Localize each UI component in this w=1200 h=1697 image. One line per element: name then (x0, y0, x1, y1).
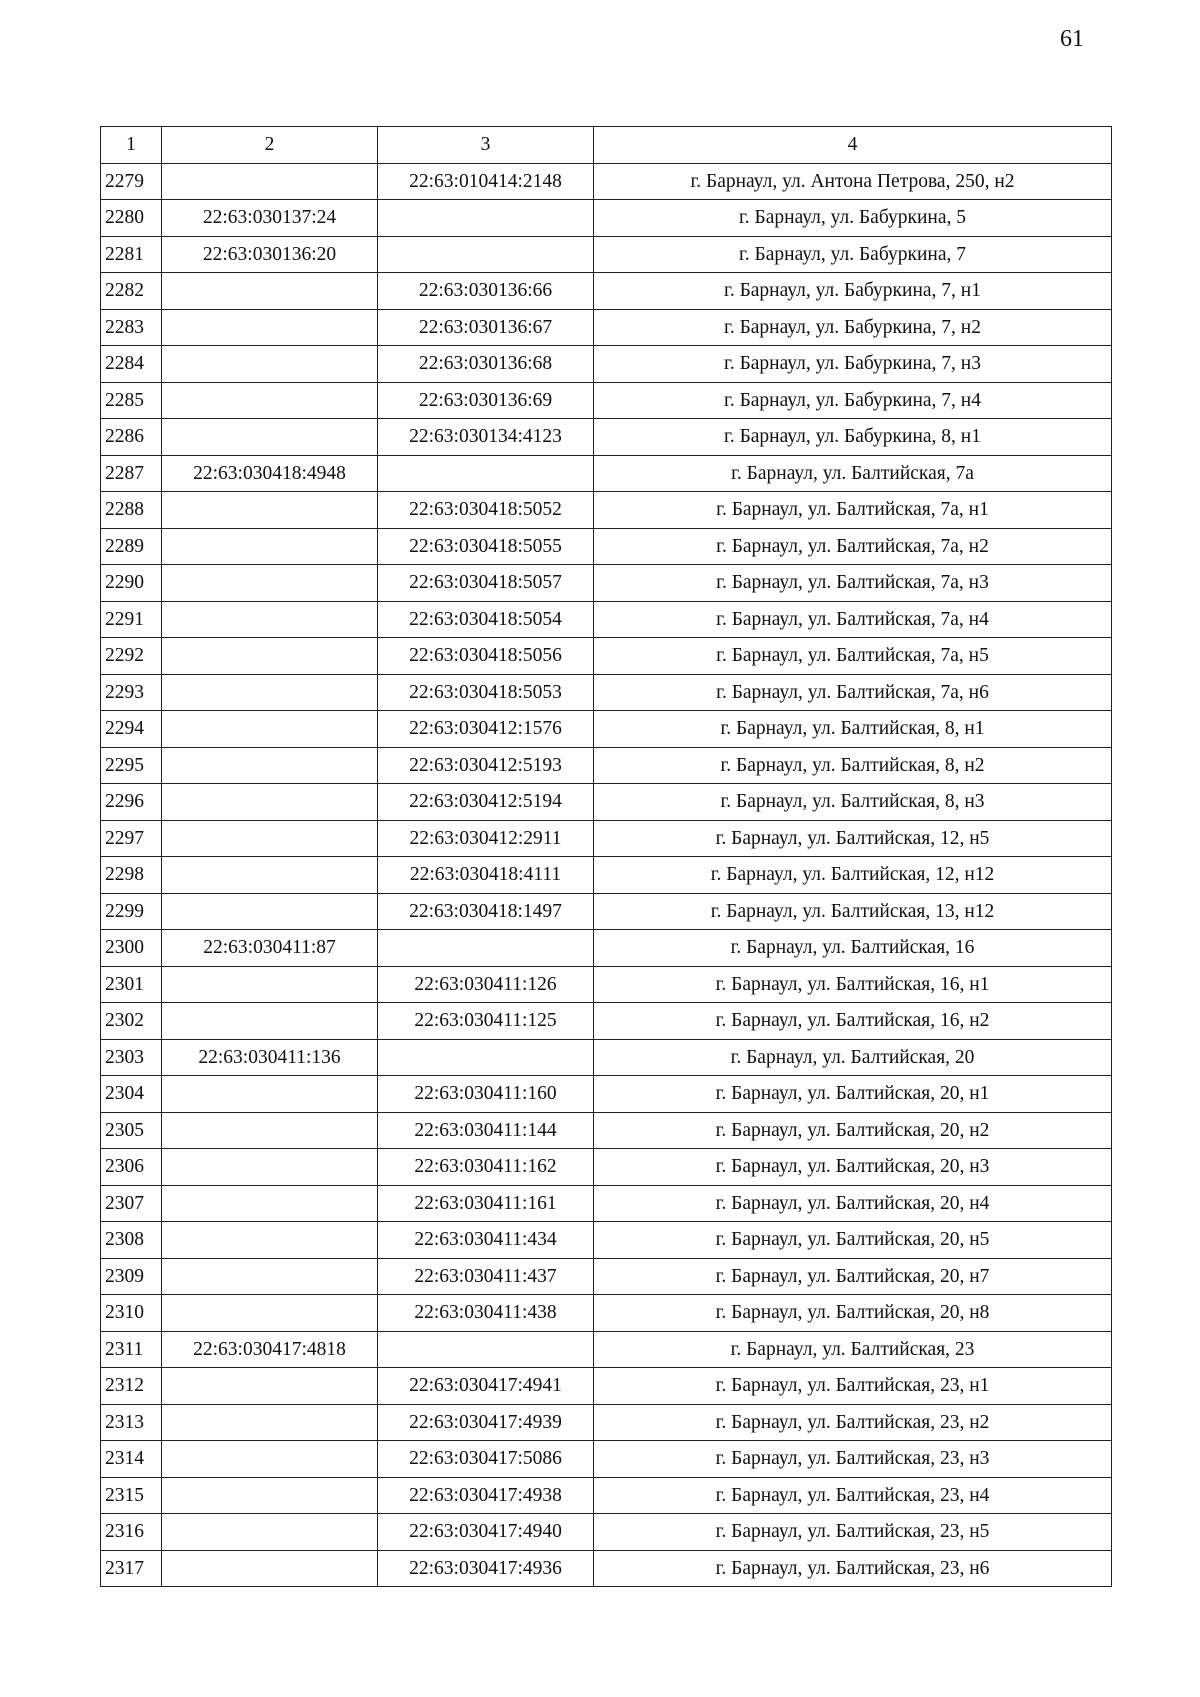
row-number-cell: 2279 (101, 163, 162, 200)
parcel-cadastral-number-cell (162, 857, 378, 894)
row-number-cell: 2283 (101, 309, 162, 346)
table-row (101, 1477, 1112, 1514)
table-row (101, 711, 1112, 748)
table-header-row (101, 127, 1112, 164)
table-row (101, 455, 1112, 492)
parcel-cadastral-number-cell (162, 1076, 378, 1113)
parcel-cadastral-number-cell (162, 1003, 378, 1040)
row-number-cell: 2299 (101, 893, 162, 930)
premises-cadastral-number-cell: 22:63:030136:68 (378, 346, 594, 383)
premises-cadastral-number-cell: 22:63:030418:5055 (378, 528, 594, 565)
table-row (101, 1039, 1112, 1076)
row-number-cell: 2284 (101, 346, 162, 383)
row-number-cell: 2298 (101, 857, 162, 894)
parcel-cadastral-number-cell: 22:63:030137:24 (162, 200, 378, 237)
row-number-cell: 2301 (101, 966, 162, 1003)
parcel-cadastral-number-cell (162, 1185, 378, 1222)
address-cell: г. Барнаул, ул. Балтийская, 23, н2 (594, 1404, 1112, 1441)
table-body (101, 163, 1112, 1587)
premises-cadastral-number-cell: 22:63:030417:4938 (378, 1477, 594, 1514)
parcel-cadastral-number-cell: 22:63:030418:4948 (162, 455, 378, 492)
table-row (101, 382, 1112, 419)
address-cell: г. Барнаул, ул. Антона Петрова, 250, н2 (594, 163, 1112, 200)
table-row (101, 163, 1112, 200)
table-row (101, 930, 1112, 967)
row-number-cell: 2295 (101, 747, 162, 784)
table-row (101, 346, 1112, 383)
address-cell: г. Барнаул, ул. Балтийская, 23, н5 (594, 1514, 1112, 1551)
table-row (101, 565, 1112, 602)
row-number-cell: 2316 (101, 1514, 162, 1551)
row-number-cell: 2308 (101, 1222, 162, 1259)
premises-cadastral-number-cell: 22:63:030418:5052 (378, 492, 594, 529)
parcel-cadastral-number-cell (162, 1222, 378, 1259)
parcel-cadastral-number-cell (162, 1477, 378, 1514)
premises-cadastral-number-cell: 22:63:030411:160 (378, 1076, 594, 1113)
row-number-cell: 2287 (101, 455, 162, 492)
premises-cadastral-number-cell: 22:63:030136:67 (378, 309, 594, 346)
table-row (101, 674, 1112, 711)
address-cell: г. Барнаул, ул. Балтийская, 7а (594, 455, 1112, 492)
premises-cadastral-number-cell: 22:63:030411:144 (378, 1112, 594, 1149)
address-cell: г. Барнаул, ул. Балтийская, 7а, н5 (594, 638, 1112, 675)
row-number-cell: 2289 (101, 528, 162, 565)
address-cell: г. Барнаул, ул. Балтийская, 20, н1 (594, 1076, 1112, 1113)
parcel-cadastral-number-cell (162, 1258, 378, 1295)
premises-cadastral-number-cell: 22:63:030412:5193 (378, 747, 594, 784)
row-number-cell: 2313 (101, 1404, 162, 1441)
parcel-cadastral-number-cell (162, 1550, 378, 1587)
table-row (101, 601, 1112, 638)
column-header-4: 4 (594, 127, 1112, 164)
premises-cadastral-number-cell: 22:63:030134:4123 (378, 419, 594, 456)
address-cell: г. Барнаул, ул. Балтийская, 16 (594, 930, 1112, 967)
address-cell: г. Барнаул, ул. Балтийская, 8, н3 (594, 784, 1112, 821)
premises-cadastral-number-cell: 22:63:030136:69 (378, 382, 594, 419)
parcel-cadastral-number-cell (162, 1514, 378, 1551)
table-row (101, 273, 1112, 310)
row-number-cell: 2280 (101, 200, 162, 237)
address-cell: г. Барнаул, ул. Балтийская, 23, н1 (594, 1368, 1112, 1405)
premises-cadastral-number-cell: 22:63:030417:5086 (378, 1441, 594, 1478)
table-row (101, 1112, 1112, 1149)
premises-cadastral-number-cell: 22:63:030412:1576 (378, 711, 594, 748)
column-header-2: 2 (162, 127, 378, 164)
parcel-cadastral-number-cell (162, 711, 378, 748)
address-cell: г. Барнаул, ул. Балтийская, 13, н12 (594, 893, 1112, 930)
table-row (101, 966, 1112, 1003)
row-number-cell: 2293 (101, 674, 162, 711)
parcel-cadastral-number-cell (162, 601, 378, 638)
premises-cadastral-number-cell (378, 1039, 594, 1076)
parcel-cadastral-number-cell (162, 565, 378, 602)
premises-cadastral-number-cell (378, 236, 594, 273)
row-number-cell: 2300 (101, 930, 162, 967)
address-cell: г. Барнаул, ул. Балтийская, 12, н5 (594, 820, 1112, 857)
address-cell: г. Барнаул, ул. Балтийская, 20, н7 (594, 1258, 1112, 1295)
parcel-cadastral-number-cell: 22:63:030417:4818 (162, 1331, 378, 1368)
table-row (101, 1404, 1112, 1441)
premises-cadastral-number-cell: 22:63:030417:4936 (378, 1550, 594, 1587)
row-number-cell: 2317 (101, 1550, 162, 1587)
address-cell: г. Барнаул, ул. Балтийская, 7а, н6 (594, 674, 1112, 711)
address-cell: г. Барнаул, ул. Балтийская, 20, н2 (594, 1112, 1112, 1149)
premises-cadastral-number-cell: 22:63:010414:2148 (378, 163, 594, 200)
premises-cadastral-number-cell (378, 455, 594, 492)
parcel-cadastral-number-cell (162, 1112, 378, 1149)
table-row (101, 1003, 1112, 1040)
premises-cadastral-number-cell: 22:63:030412:2911 (378, 820, 594, 857)
parcel-cadastral-number-cell (162, 419, 378, 456)
table-row (101, 893, 1112, 930)
table-row (101, 419, 1112, 456)
address-cell: г. Барнаул, ул. Бабуркина, 7, н2 (594, 309, 1112, 346)
row-number-cell: 2312 (101, 1368, 162, 1405)
parcel-cadastral-number-cell (162, 382, 378, 419)
premises-cadastral-number-cell (378, 200, 594, 237)
premises-cadastral-number-cell: 22:63:030412:5194 (378, 784, 594, 821)
premises-cadastral-number-cell: 22:63:030411:434 (378, 1222, 594, 1259)
parcel-cadastral-number-cell: 22:63:030136:20 (162, 236, 378, 273)
premises-cadastral-number-cell: 22:63:030136:66 (378, 273, 594, 310)
premises-cadastral-number-cell: 22:63:030418:5053 (378, 674, 594, 711)
parcel-cadastral-number-cell: 22:63:030411:87 (162, 930, 378, 967)
address-cell: г. Барнаул, ул. Балтийская, 16, н2 (594, 1003, 1112, 1040)
address-cell: г. Барнаул, ул. Балтийская, 12, н12 (594, 857, 1112, 894)
address-cell: г. Барнаул, ул. Балтийская, 20, н5 (594, 1222, 1112, 1259)
address-cell: г. Барнаул, ул. Балтийская, 7а, н1 (594, 492, 1112, 529)
address-cell: г. Барнаул, ул. Балтийская, 23, н4 (594, 1477, 1112, 1514)
row-number-cell: 2296 (101, 784, 162, 821)
address-cell: г. Барнаул, ул. Балтийская, 8, н1 (594, 711, 1112, 748)
table-row (101, 747, 1112, 784)
address-cell: г. Барнаул, ул. Бабуркина, 7 (594, 236, 1112, 273)
parcel-cadastral-number-cell (162, 747, 378, 784)
row-number-cell: 2307 (101, 1185, 162, 1222)
parcel-cadastral-number-cell (162, 1404, 378, 1441)
parcel-cadastral-number-cell (162, 163, 378, 200)
table-row (101, 309, 1112, 346)
row-number-cell: 2285 (101, 382, 162, 419)
premises-cadastral-number-cell: 22:63:030418:4111 (378, 857, 594, 894)
address-cell: г. Барнаул, ул. Балтийская, 7а, н3 (594, 565, 1112, 602)
row-number-cell: 2310 (101, 1295, 162, 1332)
table-row (101, 784, 1112, 821)
address-cell: г. Барнаул, ул. Бабуркина, 5 (594, 200, 1112, 237)
table-row (101, 1441, 1112, 1478)
premises-cadastral-number-cell (378, 1331, 594, 1368)
address-cell: г. Барнаул, ул. Балтийская, 7а, н4 (594, 601, 1112, 638)
parcel-cadastral-number-cell (162, 674, 378, 711)
table-row (101, 1185, 1112, 1222)
row-number-cell: 2303 (101, 1039, 162, 1076)
row-number-cell: 2291 (101, 601, 162, 638)
row-number-cell: 2304 (101, 1076, 162, 1113)
parcel-cadastral-number-cell (162, 966, 378, 1003)
parcel-cadastral-number-cell (162, 1295, 378, 1332)
parcel-cadastral-number-cell (162, 1441, 378, 1478)
premises-cadastral-number-cell: 22:63:030418:5056 (378, 638, 594, 675)
premises-cadastral-number-cell: 22:63:030418:1497 (378, 893, 594, 930)
parcel-cadastral-number-cell (162, 346, 378, 383)
table-row (101, 1550, 1112, 1587)
registry-table (100, 126, 1112, 1587)
parcel-cadastral-number-cell (162, 273, 378, 310)
table-row (101, 528, 1112, 565)
address-cell: г. Барнаул, ул. Балтийская, 16, н1 (594, 966, 1112, 1003)
parcel-cadastral-number-cell (162, 1149, 378, 1186)
parcel-cadastral-number-cell (162, 784, 378, 821)
parcel-cadastral-number-cell: 22:63:030411:136 (162, 1039, 378, 1076)
row-number-cell: 2288 (101, 492, 162, 529)
address-cell: г. Барнаул, ул. Балтийская, 7а, н2 (594, 528, 1112, 565)
parcel-cadastral-number-cell (162, 309, 378, 346)
address-cell: г. Барнаул, ул. Балтийская, 20, н8 (594, 1295, 1112, 1332)
table-row (101, 492, 1112, 529)
parcel-cadastral-number-cell (162, 893, 378, 930)
parcel-cadastral-number-cell (162, 820, 378, 857)
table-row (101, 236, 1112, 273)
table-row (101, 1331, 1112, 1368)
table-row (101, 200, 1112, 237)
table-row (101, 857, 1112, 894)
table-row (101, 1076, 1112, 1113)
parcel-cadastral-number-cell (162, 638, 378, 675)
premises-cadastral-number-cell (378, 930, 594, 967)
premises-cadastral-number-cell: 22:63:030411:438 (378, 1295, 594, 1332)
address-cell: г. Барнаул, ул. Балтийская, 20, н4 (594, 1185, 1112, 1222)
page-number: 61 (1060, 26, 1084, 52)
premises-cadastral-number-cell: 22:63:030418:5057 (378, 565, 594, 602)
row-number-cell: 2292 (101, 638, 162, 675)
address-cell: г. Барнаул, ул. Балтийская, 20, н3 (594, 1149, 1112, 1186)
premises-cadastral-number-cell: 22:63:030417:4941 (378, 1368, 594, 1405)
table-row (101, 1222, 1112, 1259)
address-cell: г. Барнаул, ул. Балтийская, 8, н2 (594, 747, 1112, 784)
parcel-cadastral-number-cell (162, 492, 378, 529)
table-row (101, 1295, 1112, 1332)
address-cell: г. Барнаул, ул. Бабуркина, 7, н4 (594, 382, 1112, 419)
row-number-cell: 2305 (101, 1112, 162, 1149)
premises-cadastral-number-cell: 22:63:030417:4940 (378, 1514, 594, 1551)
table-row (101, 638, 1112, 675)
column-header-1: 1 (101, 127, 162, 164)
address-cell: г. Барнаул, ул. Бабуркина, 7, н3 (594, 346, 1112, 383)
table-row (101, 1368, 1112, 1405)
row-number-cell: 2286 (101, 419, 162, 456)
parcel-cadastral-number-cell (162, 528, 378, 565)
premises-cadastral-number-cell: 22:63:030417:4939 (378, 1404, 594, 1441)
row-number-cell: 2282 (101, 273, 162, 310)
row-number-cell: 2306 (101, 1149, 162, 1186)
parcel-cadastral-number-cell (162, 1368, 378, 1405)
address-cell: г. Барнаул, ул. Бабуркина, 7, н1 (594, 273, 1112, 310)
address-cell: г. Барнаул, ул. Бабуркина, 8, н1 (594, 419, 1112, 456)
row-number-cell: 2294 (101, 711, 162, 748)
row-number-cell: 2314 (101, 1441, 162, 1478)
premises-cadastral-number-cell: 22:63:030418:5054 (378, 601, 594, 638)
table-row (101, 1149, 1112, 1186)
address-cell: г. Барнаул, ул. Балтийская, 20 (594, 1039, 1112, 1076)
address-cell: г. Барнаул, ул. Балтийская, 23 (594, 1331, 1112, 1368)
row-number-cell: 2315 (101, 1477, 162, 1514)
premises-cadastral-number-cell: 22:63:030411:161 (378, 1185, 594, 1222)
row-number-cell: 2281 (101, 236, 162, 273)
premises-cadastral-number-cell: 22:63:030411:437 (378, 1258, 594, 1295)
row-number-cell: 2290 (101, 565, 162, 602)
table-row (101, 1258, 1112, 1295)
row-number-cell: 2302 (101, 1003, 162, 1040)
address-cell: г. Барнаул, ул. Балтийская, 23, н6 (594, 1550, 1112, 1587)
row-number-cell: 2309 (101, 1258, 162, 1295)
premises-cadastral-number-cell: 22:63:030411:126 (378, 966, 594, 1003)
row-number-cell: 2311 (101, 1331, 162, 1368)
table-row (101, 820, 1112, 857)
address-cell: г. Барнаул, ул. Балтийская, 23, н3 (594, 1441, 1112, 1478)
row-number-cell: 2297 (101, 820, 162, 857)
table-row (101, 1514, 1112, 1551)
premises-cadastral-number-cell: 22:63:030411:162 (378, 1149, 594, 1186)
premises-cadastral-number-cell: 22:63:030411:125 (378, 1003, 594, 1040)
column-header-3: 3 (378, 127, 594, 164)
